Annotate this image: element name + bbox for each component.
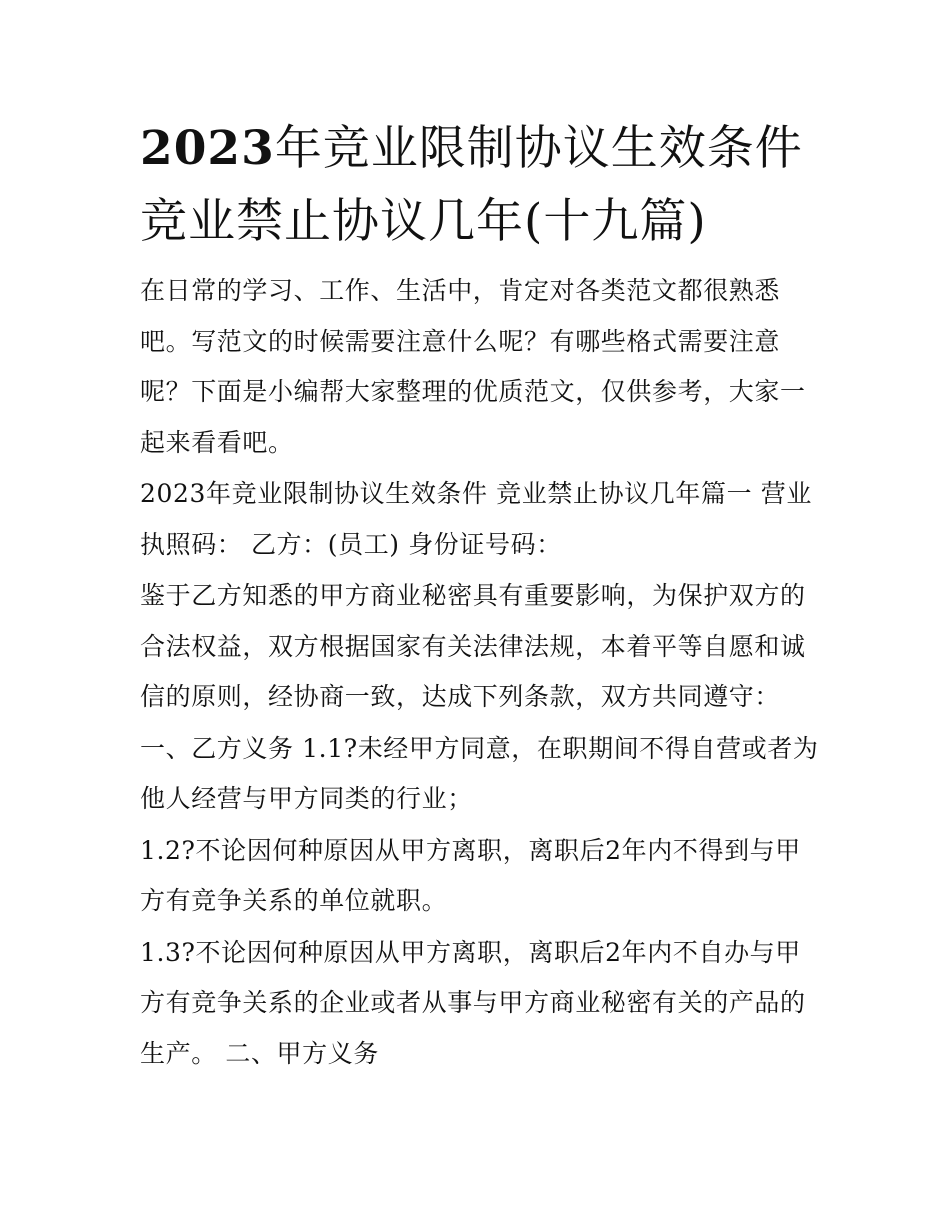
clause-1-2-paragraph: 1.2?不论因何种原因从甲方离职，离职后2年内不得到与甲方有竞争关系的单位就职。 [140,835,801,915]
intro-paragraph: 在日常的学习、工作、生活中，肯定对各类范文都很熟悉吧。写范文的时候需要注意什么呢？有哪些格式需要注意呢？下面是小编帮大家整理的优质范文，仅供参考，大家一起来看看吧。 [140,276,806,457]
section-heading-paragraph: 2023年竞业限制协议生效条件 竞业禁止协议几年篇一 营业执照码： 乙方：(员工) 身份证号码： [140,479,812,559]
title-line-1 [140,112,820,185]
clause-1-3-paragraph: 1.3?不论因何种原因从甲方离职，离职后2年内不自办与甲方有竞争关系的企业或者从事与甲方商业秘密有关的产品的生产。 二、甲方义务 [140,937,806,1068]
preamble-paragraph: 鉴于乙方知悉的甲方商业秘密具有重要影响，为保护双方的合法权益，双方根据国家有关法律法规，本着平等自愿和诚信的原则，经协商一致，达成下列条款，双方共同遵守： [140,581,806,711]
clause-1-1-paragraph: 一、乙方义务 1.1?未经甲方同意，在职期间不得自营或者为他人经营与甲方同类的行业； [140,733,819,813]
title-year: 2023 [140,121,275,176]
title-line-1-text: 年竞业限制协议生效条件 [274,121,803,176]
document-title [140,112,820,258]
title-line-2: 竞业禁止协议几年(十九篇) [140,194,707,249]
